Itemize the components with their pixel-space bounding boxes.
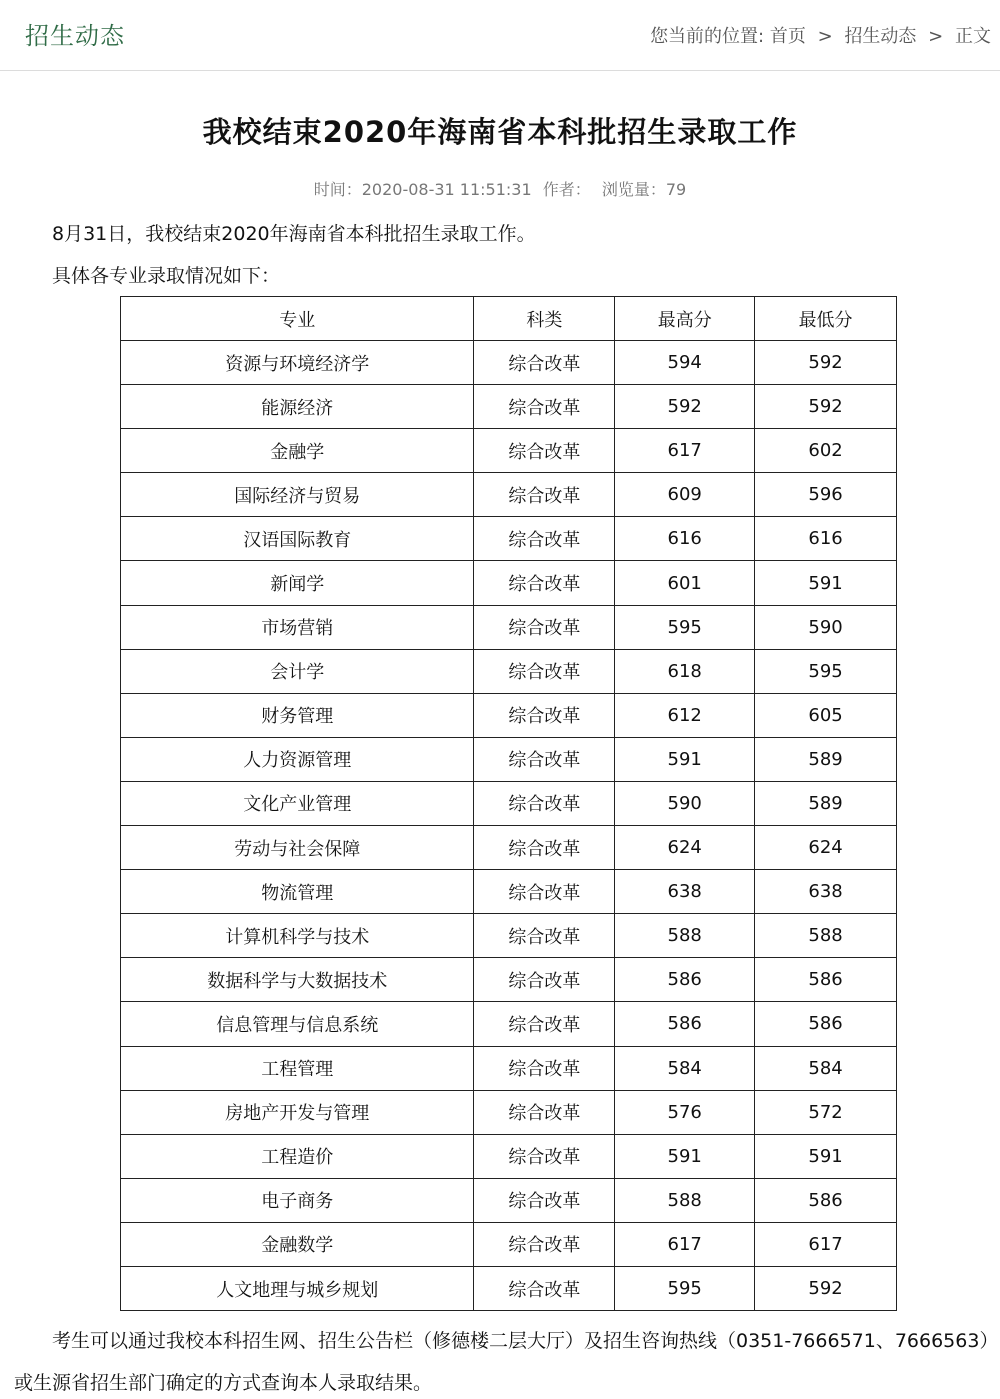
breadcrumb-section-link[interactable]: 招生动态 [844, 26, 917, 47]
cell-category: 综合改革 [474, 385, 615, 429]
admission-scores-table [120, 296, 897, 1311]
table-row [121, 1046, 897, 1090]
cell-category: 综合改革 [474, 1266, 615, 1310]
table-row [121, 826, 897, 870]
cell-major: 文化产业管理 [121, 781, 474, 825]
article-footer-note: 考生可以通过我校本科招生网、招生公告栏（修德楼二层大厅）及招生咨询热线（0351-7666571、7666563）或生源省招生部门确定的方式查询本人录取结果。 [14, 1330, 989, 1394]
cell-category: 综合改革 [474, 870, 615, 914]
header-min-score: 最低分 [755, 297, 897, 341]
cell-max-score: 592 [615, 385, 755, 429]
article-meta [0, 177, 1000, 200]
cell-category: 综合改革 [474, 561, 615, 605]
cell-max-score: 601 [615, 561, 755, 605]
table-row [121, 1090, 897, 1134]
cell-max-score: 591 [615, 737, 755, 781]
cell-max-score: 616 [615, 517, 755, 561]
cell-major: 数据科学与大数据技术 [121, 958, 474, 1002]
cell-max-score: 595 [615, 605, 755, 649]
cell-major: 汉语国际教育 [121, 517, 474, 561]
cell-major: 电子商务 [121, 1178, 474, 1222]
cell-major: 工程管理 [121, 1046, 474, 1090]
cell-category: 综合改革 [474, 914, 615, 958]
cell-max-score: 591 [615, 1134, 755, 1178]
cell-major: 国际经济与贸易 [121, 473, 474, 517]
cell-category: 综合改革 [474, 826, 615, 870]
cell-category: 综合改革 [474, 781, 615, 825]
table-row [121, 473, 897, 517]
cell-max-score: 618 [615, 649, 755, 693]
cell-category: 综合改革 [474, 1002, 615, 1046]
cell-max-score: 576 [615, 1090, 755, 1134]
cell-max-score: 617 [615, 429, 755, 473]
cell-max-score: 584 [615, 1046, 755, 1090]
top-bar [0, 0, 1000, 71]
cell-category: 综合改革 [474, 473, 615, 517]
cell-max-score: 588 [615, 914, 755, 958]
cell-max-score: 638 [615, 870, 755, 914]
breadcrumb-current: 正文 [955, 26, 991, 47]
cell-max-score: 595 [615, 1266, 755, 1310]
cell-major: 信息管理与信息系统 [121, 1002, 474, 1046]
cell-min-score: 624 [755, 826, 897, 870]
cell-min-score: 616 [755, 517, 897, 561]
table-row [121, 693, 897, 737]
cell-category: 综合改革 [474, 605, 615, 649]
cell-min-score: 584 [755, 1046, 897, 1090]
cell-major: 人力资源管理 [121, 737, 474, 781]
table-row [121, 1178, 897, 1222]
cell-min-score: 591 [755, 561, 897, 605]
cell-major: 市场营销 [121, 605, 474, 649]
cell-major: 会计学 [121, 649, 474, 693]
cell-major: 财务管理 [121, 693, 474, 737]
cell-min-score: 586 [755, 1002, 897, 1046]
article-intro: 8月31日，我校结束2020年海南省本科批招生录取工作。 [52, 223, 536, 245]
table-row [121, 561, 897, 605]
cell-min-score: 592 [755, 385, 897, 429]
cell-max-score: 586 [615, 958, 755, 1002]
cell-major: 金融数学 [121, 1222, 474, 1266]
cell-category: 综合改革 [474, 1178, 615, 1222]
cell-major: 金融学 [121, 429, 474, 473]
cell-category: 综合改革 [474, 429, 615, 473]
table-row [121, 1134, 897, 1178]
table-row [121, 649, 897, 693]
cell-major: 能源经济 [121, 385, 474, 429]
cell-major: 计算机科学与技术 [121, 914, 474, 958]
cell-category: 综合改革 [474, 737, 615, 781]
cell-major: 资源与环境经济学 [121, 341, 474, 385]
breadcrumb-home-link[interactable]: 首页 [769, 26, 806, 47]
cell-min-score: 592 [755, 341, 897, 385]
cell-category: 综合改革 [474, 1134, 615, 1178]
cell-min-score: 595 [755, 649, 897, 693]
cell-category: 综合改革 [474, 958, 615, 1002]
cell-min-score: 588 [755, 914, 897, 958]
article-views: 浏览量：79 [601, 180, 687, 199]
article-title: 我校结束2020年海南省本科批招生录取工作 [202, 115, 798, 149]
breadcrumb-separator: > [817, 26, 833, 47]
cell-min-score: 591 [755, 1134, 897, 1178]
breadcrumb-separator: > [928, 26, 944, 47]
cell-category: 综合改革 [474, 649, 615, 693]
cell-major: 物流管理 [121, 870, 474, 914]
cell-min-score: 596 [755, 473, 897, 517]
cell-max-score: 586 [615, 1002, 755, 1046]
cell-category: 综合改革 [474, 1046, 615, 1090]
header-major: 专业 [121, 297, 474, 341]
table-row [121, 605, 897, 649]
table-row [121, 1222, 897, 1266]
cell-min-score: 617 [755, 1222, 897, 1266]
cell-major: 劳动与社会保障 [121, 826, 474, 870]
section-title: 招生动态 [25, 22, 125, 50]
article-time: 时间：2020-08-31 11:51:31 [313, 180, 532, 199]
cell-min-score: 638 [755, 870, 897, 914]
article-lead: 具体各专业录取情况如下： [52, 265, 281, 287]
cell-category: 综合改革 [474, 1090, 615, 1134]
table-row [121, 341, 897, 385]
table-row [121, 1002, 897, 1046]
table-header-row [121, 297, 897, 341]
cell-min-score: 605 [755, 693, 897, 737]
cell-category: 综合改革 [474, 341, 615, 385]
cell-max-score: 617 [615, 1222, 755, 1266]
article-author: 作者： [542, 180, 591, 199]
table-row [121, 914, 897, 958]
cell-max-score: 594 [615, 341, 755, 385]
breadcrumb [650, 22, 991, 48]
breadcrumb-prefix: 您当前的位置: [650, 26, 765, 47]
cell-major: 人文地理与城乡规划 [121, 1266, 474, 1310]
cell-max-score: 612 [615, 693, 755, 737]
cell-min-score: 586 [755, 958, 897, 1002]
table-row [121, 781, 897, 825]
table-row [121, 385, 897, 429]
cell-category: 综合改革 [474, 1222, 615, 1266]
cell-min-score: 592 [755, 1266, 897, 1310]
table-row [121, 870, 897, 914]
cell-major: 房地产开发与管理 [121, 1090, 474, 1134]
table-row [121, 517, 897, 561]
cell-min-score: 586 [755, 1178, 897, 1222]
cell-max-score: 588 [615, 1178, 755, 1222]
cell-major: 新闻学 [121, 561, 474, 605]
table-row [121, 737, 897, 781]
header-category: 科类 [474, 297, 615, 341]
cell-category: 综合改革 [474, 693, 615, 737]
cell-max-score: 609 [615, 473, 755, 517]
cell-major: 工程造价 [121, 1134, 474, 1178]
cell-min-score: 590 [755, 605, 897, 649]
table-row [121, 1266, 897, 1310]
table-row [121, 958, 897, 1002]
cell-min-score: 572 [755, 1090, 897, 1134]
header-max-score: 最高分 [615, 297, 755, 341]
cell-max-score: 624 [615, 826, 755, 870]
cell-min-score: 589 [755, 737, 897, 781]
cell-min-score: 602 [755, 429, 897, 473]
cell-category: 综合改革 [474, 517, 615, 561]
cell-min-score: 589 [755, 781, 897, 825]
cell-max-score: 590 [615, 781, 755, 825]
table-row [121, 429, 897, 473]
